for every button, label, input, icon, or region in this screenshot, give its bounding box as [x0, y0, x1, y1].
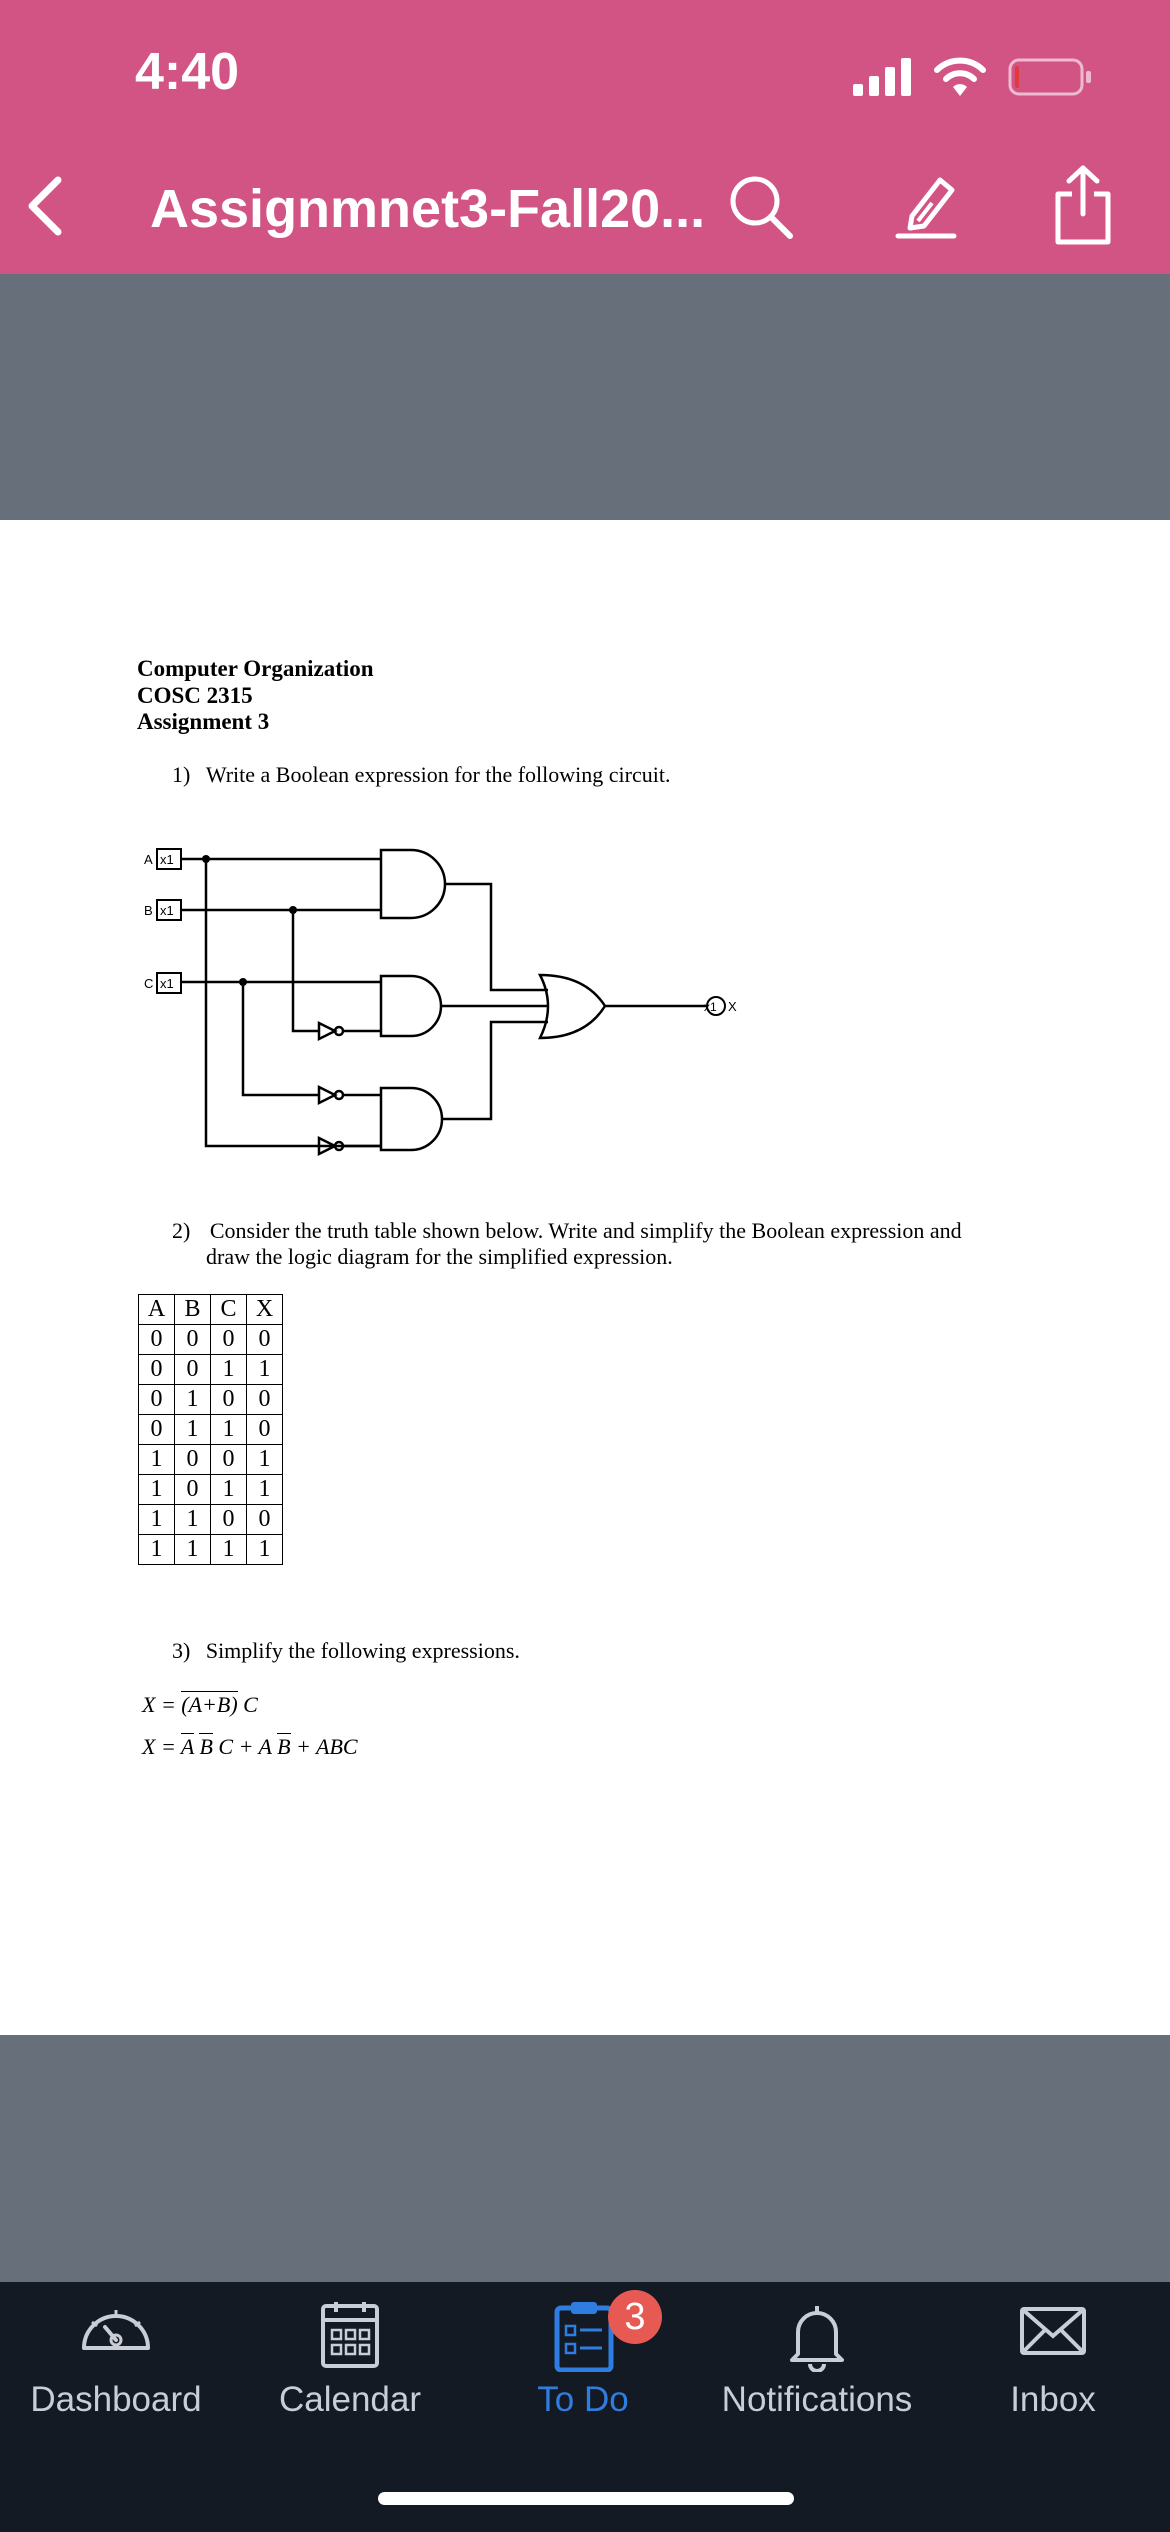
truth-table-cell: 0 — [175, 1355, 211, 1385]
table-row — [139, 1505, 283, 1535]
not-gate-c — [319, 1087, 335, 1103]
truth-table-cell: 0 — [139, 1415, 175, 1445]
truth-table-cell: 0 — [139, 1325, 175, 1355]
expression-2-term1-b: B — [199, 1734, 213, 1759]
expression-2-term2-a: A — [258, 1734, 272, 1759]
input-a-label: A — [144, 852, 153, 867]
truth-table-cell: 1 — [247, 1445, 283, 1475]
document-title: Assignmnet3-Fall20... — [150, 179, 706, 239]
input-c-label: C — [144, 976, 154, 991]
signal-icon — [853, 58, 915, 96]
table-row — [139, 1445, 283, 1475]
tab-inbox-label: Inbox — [1010, 2380, 1096, 2419]
input-b-tag: x1 — [160, 903, 174, 918]
truth-table-cell: 1 — [211, 1355, 247, 1385]
expression-1-tail: C — [243, 1692, 258, 1717]
battery-icon — [1008, 58, 1094, 96]
question-1 — [172, 762, 670, 788]
truth-table-cell: 0 — [247, 1505, 283, 1535]
question-2-line-2: draw the logic diagram for the simplified expression. — [206, 1244, 673, 1269]
input-c-tag: x1 — [160, 976, 174, 991]
truth-table-cell: 0 — [175, 1325, 211, 1355]
and-gate-3 — [381, 1088, 442, 1150]
status-time: 4:40 — [135, 43, 240, 101]
output-x-label: X — [728, 999, 737, 1014]
and-gate-1 — [381, 850, 445, 918]
search-icon[interactable] — [728, 174, 794, 240]
table-row — [139, 1415, 283, 1445]
expression-2-term1-c: C + — [218, 1734, 254, 1759]
truth-table-cell: 1 — [175, 1385, 211, 1415]
truth-table-header — [139, 1295, 283, 1325]
table-row — [139, 1355, 283, 1385]
not-gate-b — [319, 1023, 335, 1039]
expression-2 — [142, 1734, 358, 1760]
truth-table-cell: 1 — [211, 1415, 247, 1445]
nav-bar — [0, 150, 1170, 274]
truth-table-cell: 1 — [247, 1355, 283, 1385]
expression-2-term2-b: B — [277, 1734, 291, 1759]
or-gate — [540, 975, 605, 1038]
table-row — [139, 1475, 283, 1505]
truth-table-cell: 0 — [211, 1445, 247, 1475]
question-2-number: 2) — [172, 1218, 191, 1243]
logic-circuit — [138, 834, 758, 1194]
tab-to-do[interactable] — [468, 2282, 698, 2432]
truth-table-header-cell: X — [247, 1295, 283, 1325]
table-row — [139, 1385, 283, 1415]
output-x-tag: x1 — [704, 1000, 717, 1014]
and-gate-2 — [381, 976, 441, 1036]
status-bar — [0, 0, 1170, 150]
truth-table-cell: 0 — [211, 1325, 247, 1355]
question-1-number: 1) — [172, 762, 191, 787]
share-icon[interactable] — [1052, 164, 1114, 248]
truth-table — [138, 1294, 283, 1565]
course-title: Computer Organization — [137, 656, 374, 681]
truth-table-cell: 1 — [175, 1535, 211, 1565]
question-3-number: 3) — [172, 1638, 191, 1663]
truth-table-header-cell: B — [175, 1295, 211, 1325]
truth-table-header-cell: A — [139, 1295, 175, 1325]
tab-notifications-label: Notifications — [721, 2380, 913, 2419]
truth-table-cell: 0 — [247, 1385, 283, 1415]
todo-icon — [554, 2300, 614, 2372]
truth-table-cell: 0 — [247, 1415, 283, 1445]
truth-table-header-cell: C — [211, 1295, 247, 1325]
truth-table-cell: 1 — [139, 1445, 175, 1475]
input-a-tag: x1 — [160, 852, 174, 867]
question-3-text: Simplify the following expressions. — [205, 1638, 520, 1663]
tab-to-do-label: To Do — [537, 2380, 629, 2419]
truth-table-cell: 1 — [247, 1535, 283, 1565]
table-row — [139, 1325, 283, 1355]
tab-dashboard[interactable] — [0, 2282, 232, 2432]
calendar-icon — [320, 2300, 380, 2370]
truth-table-cell: 0 — [211, 1505, 247, 1535]
tab-calendar-label: Calendar — [278, 2380, 422, 2419]
truth-table-cell: 1 — [139, 1535, 175, 1565]
expression-1 — [142, 1692, 258, 1718]
wifi-icon — [933, 56, 987, 98]
expression-2-term1-a: A — [180, 1734, 194, 1759]
annotate-icon[interactable] — [892, 172, 960, 240]
truth-table-cell: 0 — [175, 1445, 211, 1475]
expression-2-term3: ABC — [316, 1734, 358, 1759]
truth-table-cell: 0 — [139, 1385, 175, 1415]
truth-table-cell: 0 — [247, 1325, 283, 1355]
tab-notifications[interactable] — [698, 2282, 936, 2432]
truth-table-cell: 1 — [175, 1415, 211, 1445]
truth-table-cell: 1 — [175, 1505, 211, 1535]
tab-dashboard-label: Dashboard — [30, 2380, 202, 2419]
truth-table-cell: 1 — [139, 1505, 175, 1535]
question-1-text: Write a Boolean expression for the following circuit. — [205, 762, 671, 787]
tab-calendar[interactable] — [232, 2282, 468, 2432]
back-icon[interactable] — [22, 174, 66, 238]
expression-2-lhs: X = — [142, 1734, 176, 1759]
document-header — [137, 656, 374, 736]
truth-table-cell: 0 — [139, 1355, 175, 1385]
question-2 — [172, 1218, 962, 1270]
question-3 — [172, 1638, 520, 1664]
mail-icon — [1019, 2306, 1087, 2356]
truth-table-cell: 0 — [175, 1475, 211, 1505]
document-page[interactable] — [0, 520, 1170, 2035]
table-row — [139, 1535, 283, 1565]
expression-1-group: (A+B) — [181, 1692, 238, 1717]
tab-inbox[interactable] — [936, 2282, 1170, 2432]
todo-badge: 3 — [608, 2290, 662, 2344]
course-code: COSC 2315 — [137, 682, 253, 708]
expression-2-plus: + — [296, 1734, 311, 1759]
truth-table-cell: 1 — [247, 1475, 283, 1505]
truth-table-cell: 1 — [139, 1475, 175, 1505]
truth-table-cell: 1 — [211, 1475, 247, 1505]
truth-table-cell: 1 — [211, 1535, 247, 1565]
assignment-name: Assignment 3 — [137, 709, 270, 734]
truth-table-cell: 0 — [211, 1385, 247, 1415]
input-b-label: B — [144, 903, 153, 918]
home-indicator[interactable] — [378, 2492, 794, 2505]
dashboard-icon — [78, 2300, 154, 2356]
bell-icon — [786, 2300, 848, 2372]
expression-1-lhs: X = — [142, 1692, 176, 1717]
question-2-line-1: Consider the truth table shown below. Write and simplify the Boolean expression and — [209, 1218, 962, 1243]
